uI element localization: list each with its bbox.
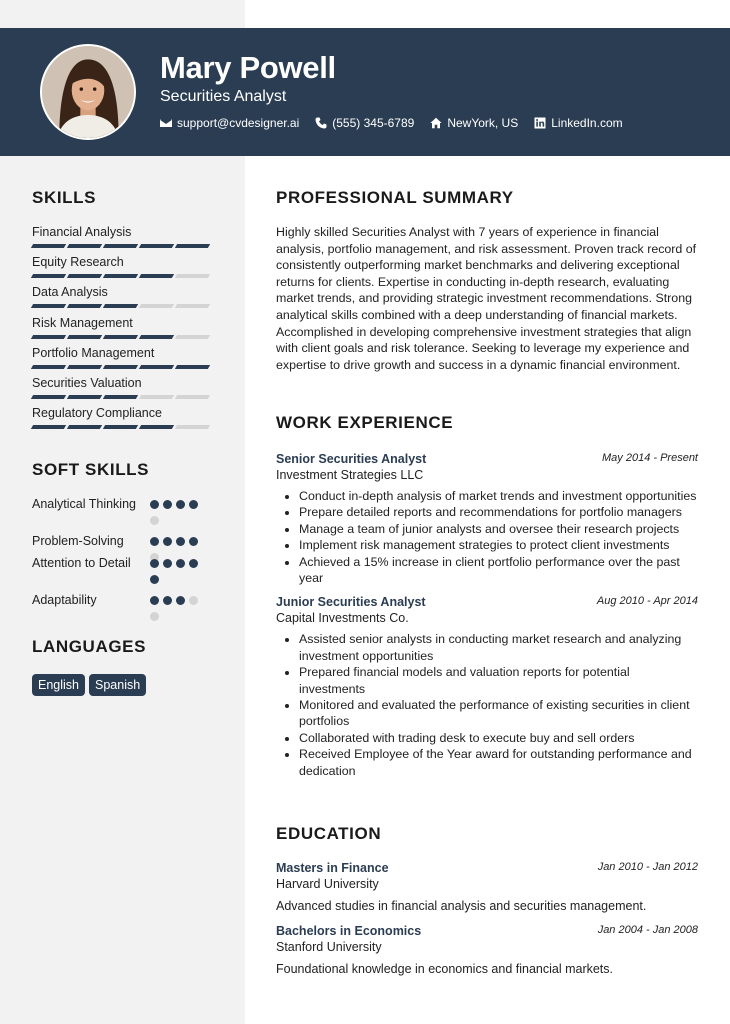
skill-level-segment xyxy=(175,304,210,308)
education-entry xyxy=(276,860,698,914)
languages-list xyxy=(32,674,150,696)
skill-level-segment xyxy=(139,395,174,399)
soft-skill-label: Problem-Solving xyxy=(32,534,124,548)
skill-level-segment xyxy=(139,425,174,429)
rating-dot xyxy=(189,559,198,568)
contact-phone[interactable] xyxy=(315,116,414,130)
contact-location xyxy=(430,116,518,130)
skill-item xyxy=(32,345,212,375)
education-entry xyxy=(276,923,698,977)
language-badge: Spanish xyxy=(89,674,146,696)
rating-dot xyxy=(150,612,159,621)
skills-list xyxy=(32,224,212,435)
skill-item xyxy=(32,224,212,254)
skill-level-segment xyxy=(31,274,66,278)
candidate-name: Mary Powell xyxy=(160,50,336,85)
skill-level-segment xyxy=(175,365,210,369)
rating-dot xyxy=(150,596,159,605)
soft-skill-item xyxy=(32,496,212,533)
rating-dot xyxy=(176,500,185,509)
soft-skills-list xyxy=(32,496,212,614)
skill-level-segment xyxy=(139,365,174,369)
education-dates: Jan 2010 - Jan 2012 xyxy=(597,861,698,873)
job-dates: Aug 2010 - Apr 2014 xyxy=(596,595,698,608)
rating-dot xyxy=(189,537,198,546)
skill-item xyxy=(32,375,212,405)
skill-level-segment xyxy=(175,244,210,248)
job-dates: May 2014 - Present xyxy=(602,452,698,464)
contact-linkedin[interactable] xyxy=(534,116,622,130)
skill-label: Regulatory Compliance xyxy=(32,406,162,421)
envelope-icon xyxy=(160,117,172,129)
skill-level-bar xyxy=(32,395,212,399)
soft-skills-heading: SOFT SKILLS xyxy=(32,460,150,479)
job-bullet: • Manage a team of junior analysts and oversee their research projects xyxy=(299,521,698,537)
rating-dot xyxy=(176,559,185,568)
job-bullet: • Achieved a 15% increase in client portfolio performance over the past year xyxy=(299,554,698,587)
soft-skill-item xyxy=(32,533,212,555)
job-bullets xyxy=(276,631,698,779)
rating-dot xyxy=(176,596,185,605)
skill-level-segment xyxy=(31,244,66,248)
rating-dot xyxy=(163,500,172,509)
skills-heading: SKILLS xyxy=(32,188,97,207)
soft-skill-label: Attention to Detail xyxy=(32,556,131,570)
job-entry xyxy=(276,594,698,779)
skill-level-segment xyxy=(67,335,102,339)
education-list xyxy=(276,860,698,977)
job-title: Senior Securities Analyst xyxy=(276,452,427,466)
skill-level-segment xyxy=(67,395,102,399)
job-title: Junior Securities Analyst xyxy=(276,595,426,610)
skill-level-segment xyxy=(103,244,138,248)
rating-dot xyxy=(150,500,159,509)
rating-dot xyxy=(150,575,159,584)
job-bullet: • Collaborated with trading desk to execute buy and sell orders xyxy=(299,730,698,746)
education-description: Advanced studies in financial analysis and securities management. xyxy=(276,899,647,913)
summary-heading: PROFESSIONAL SUMMARY xyxy=(276,188,514,207)
contact-email-text: support@cvdesigner.ai xyxy=(177,116,300,130)
skill-label: Risk Management xyxy=(32,315,133,330)
skill-label: Data Analysis xyxy=(32,285,108,300)
skill-level-bar xyxy=(32,335,212,339)
job-bullet: • Assisted senior analysts in conducting market research and analyzing investment opportunities xyxy=(299,631,698,664)
skill-level-segment xyxy=(31,365,66,369)
skill-level-segment xyxy=(103,274,138,278)
skill-level-segment xyxy=(67,244,102,248)
school-name: Stanford University xyxy=(276,940,382,954)
profile-photo xyxy=(42,46,134,138)
skill-label: Equity Research xyxy=(32,255,124,270)
job-bullets xyxy=(276,488,698,586)
skill-item xyxy=(32,284,212,314)
soft-skill-rating xyxy=(150,500,202,532)
skill-level-segment xyxy=(67,425,102,429)
summary-text: Highly skilled Securities Analyst with 7 years of experience in financial analysis, portfolio management, and risk assessment. Proven track record of consistently outperforming market benchmarks and delivering exceptional returns for clients. Expertise in conducting in-depth research, evaluating market trends, and providing strategic investment recommendations. Strong analytical skills combined with a deep understanding of financial markets. Accomplished in developing comprehensive investment strategies that align with client goals and risk tolerance. Seeking to leverage my experience and expertise to drive growth and success in a dynamic financial environment. xyxy=(276,225,697,372)
contact-phone-text: (555) 345-6789 xyxy=(332,116,415,130)
soft-skill-rating xyxy=(150,559,202,591)
skill-label: Securities Valuation xyxy=(32,375,142,390)
rating-dot xyxy=(150,516,159,525)
language-badge: English xyxy=(32,674,85,696)
soft-skill-label: Adaptability xyxy=(32,593,97,607)
rating-dot xyxy=(189,596,198,605)
contact-linkedin-text: LinkedIn.com xyxy=(551,116,623,130)
education-dates: Jan 2004 - Jan 2008 xyxy=(597,924,698,936)
degree-title: Masters in Finance xyxy=(276,861,389,875)
phone-icon xyxy=(315,117,327,129)
job-company: Investment Strategies LLC xyxy=(276,468,424,482)
skill-level-segment xyxy=(175,274,210,278)
education-heading: EDUCATION xyxy=(276,824,382,843)
home-icon xyxy=(430,117,442,129)
skill-level-segment xyxy=(31,335,66,339)
skill-level-segment xyxy=(103,304,138,308)
avatar xyxy=(40,44,136,140)
skill-level-segment xyxy=(175,395,210,399)
rating-dot xyxy=(150,537,159,546)
skill-level-bar xyxy=(32,365,212,369)
soft-skill-item xyxy=(32,592,212,614)
skill-level-segment xyxy=(31,425,66,429)
experience-heading: WORK EXPERIENCE xyxy=(276,413,454,432)
skill-level-segment xyxy=(139,274,174,278)
skill-item xyxy=(32,405,212,435)
skill-label: Portfolio Management xyxy=(32,345,155,360)
resume-header xyxy=(0,28,730,156)
skill-level-segment xyxy=(175,425,210,429)
job-bullet: • Prepared financial models and valuation reports for potential investments xyxy=(299,664,698,697)
skill-level-segment xyxy=(67,365,102,369)
skill-level-segment xyxy=(139,244,174,248)
school-name: Harvard University xyxy=(276,877,379,891)
skill-level-segment xyxy=(103,365,138,369)
skill-item xyxy=(32,254,212,284)
job-entry xyxy=(276,451,698,586)
contact-location-text: NewYork, US xyxy=(447,116,519,130)
skill-level-bar xyxy=(32,304,212,308)
education-description: Foundational knowledge in economics and financial markets. xyxy=(276,962,613,976)
degree-title: Bachelors in Economics xyxy=(276,924,422,938)
skill-level-segment xyxy=(103,335,138,339)
job-bullet: • Received Employee of the Year award for outstanding performance and dedication xyxy=(299,746,698,779)
job-bullet: • Monitored and evaluated the performance of existing securities in client portfolios xyxy=(299,697,698,730)
skill-level-segment xyxy=(139,304,174,308)
rating-dot xyxy=(163,559,172,568)
skill-level-bar xyxy=(32,425,212,429)
candidate-title: Securities Analyst xyxy=(160,88,287,105)
soft-skill-rating xyxy=(150,596,202,628)
skill-item xyxy=(32,315,212,345)
experience-list xyxy=(276,451,698,779)
job-bullet: • Prepare detailed reports and recommendations for portfolio managers xyxy=(299,504,698,520)
rating-dot xyxy=(189,500,198,509)
languages-heading: LANGUAGES xyxy=(32,637,147,656)
skill-level-segment xyxy=(175,335,210,339)
job-bullet: • Implement risk management strategies to protect client investments xyxy=(299,537,698,553)
job-bullet: • Conduct in-depth analysis of market trends and investment opportunities xyxy=(299,488,698,504)
job-company: Capital Investments Co. xyxy=(276,611,409,626)
skill-level-bar xyxy=(32,274,212,278)
skill-level-segment xyxy=(103,425,138,429)
skill-level-segment xyxy=(67,274,102,278)
contact-email[interactable] xyxy=(160,116,299,130)
soft-skill-label: Analytical Thinking xyxy=(32,497,136,511)
rating-dot xyxy=(163,596,172,605)
skill-label: Financial Analysis xyxy=(32,225,132,239)
skill-level-segment xyxy=(103,395,138,399)
rating-dot xyxy=(163,537,172,546)
linkedin-icon xyxy=(534,117,546,129)
skill-level-segment xyxy=(67,304,102,308)
soft-skill-item xyxy=(32,555,212,592)
skill-level-segment xyxy=(31,395,66,399)
skill-level-segment xyxy=(31,304,66,308)
skill-level-bar xyxy=(32,244,212,248)
skill-level-segment xyxy=(139,335,174,339)
contact-row xyxy=(160,116,639,130)
rating-dot xyxy=(150,559,159,568)
rating-dot xyxy=(176,537,185,546)
